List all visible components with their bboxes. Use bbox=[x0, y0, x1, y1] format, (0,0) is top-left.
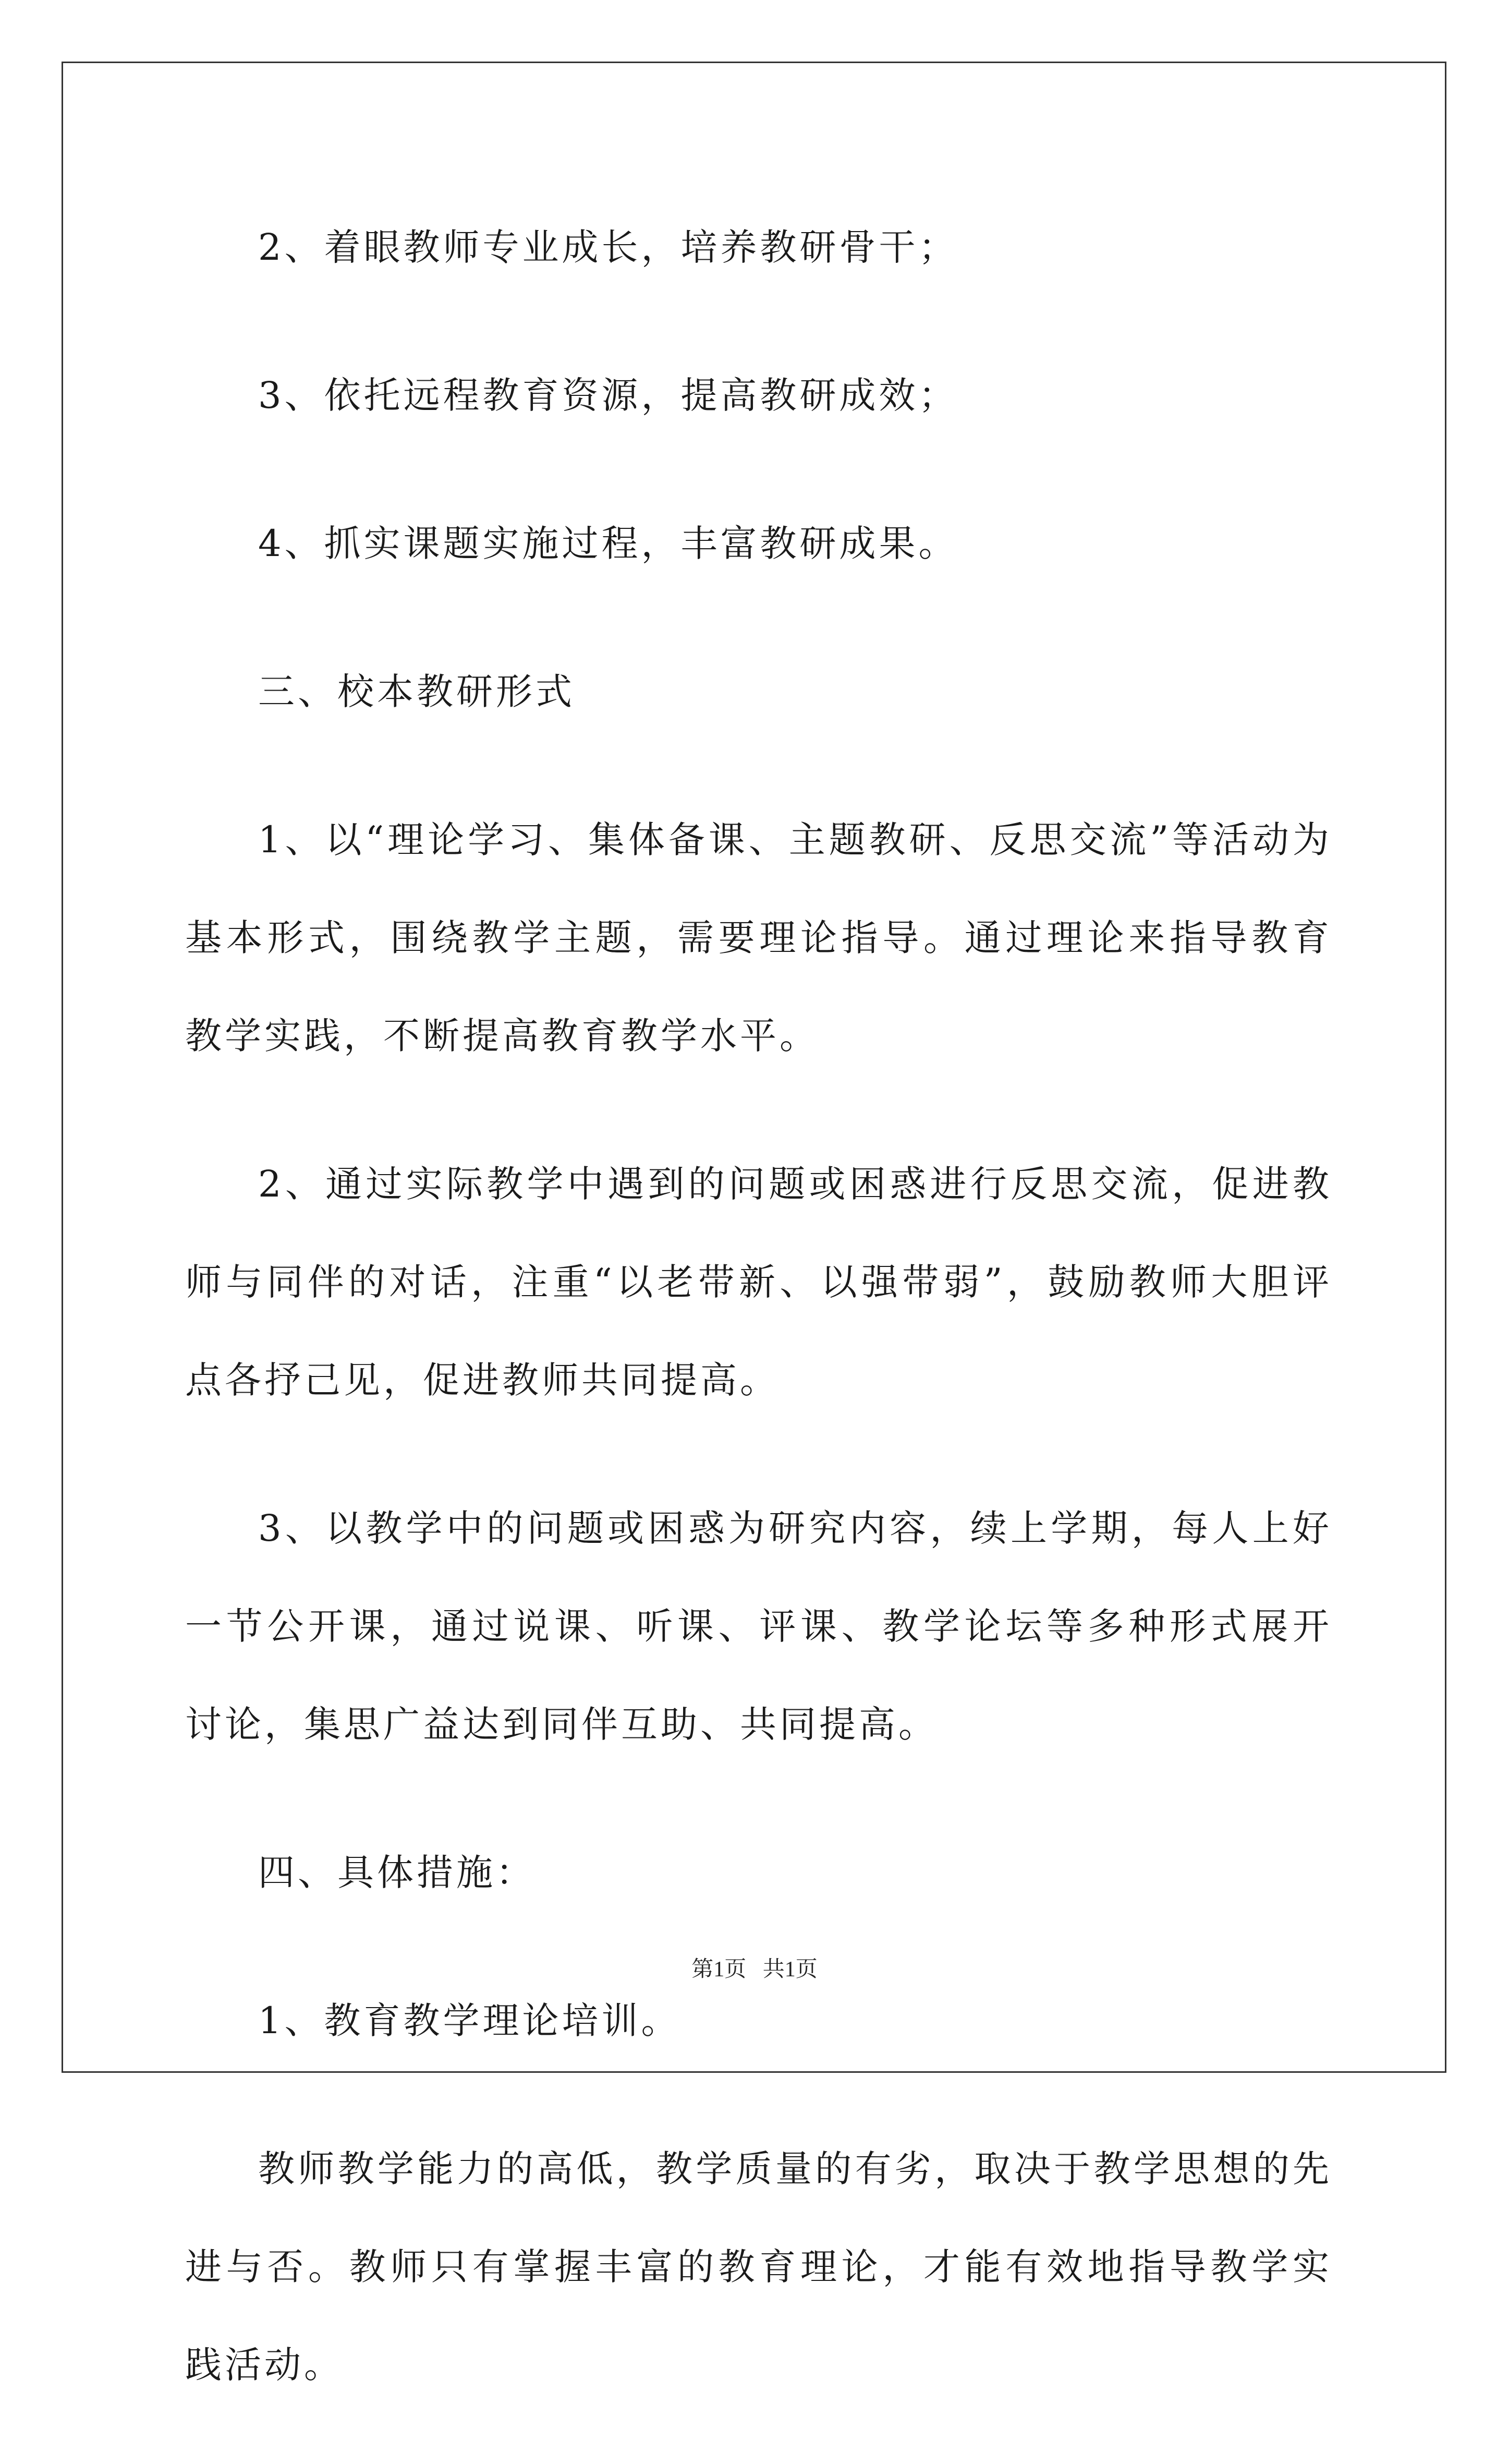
paragraph-form-2: 2、通过实际教学中遇到的问题或困惑进行反思交流，促进教师与同伴的对话，注重“以老带新、以强带弱”，鼓励教师大胆评点各抒己见，促进教师共同提高。 bbox=[185, 1163, 1332, 1402]
section-heading-3: 三、校本教研形式 bbox=[258, 670, 575, 713]
paragraph-form-3: 3、以教学中的问题或困惑为研究内容，续上学期，每人上好一节公开课，通过说课、听课、评课、教学论坛等多种形式展开讨论，集思广益达到同伴互助、共同提高。 bbox=[185, 1507, 1332, 1746]
paragraph-item-4: 4、抓实课题实施过程，丰富教研成果。 bbox=[258, 522, 958, 565]
document-body bbox=[185, 198, 1332, 2464]
paragraph-measure-1: 1、教育教学理论培训。 bbox=[258, 1999, 681, 2042]
page-number: 第1页 bbox=[691, 1958, 747, 1982]
page-total: 共1页 bbox=[762, 1958, 818, 1982]
paragraph-form-1: 1、以“理论学习、集体备课、主题教研、反思交流”等活动为基本形式，围绕教学主题，需要理论指导。通过理论来指导教育教学实践，不断提高教育教学水平。 bbox=[185, 818, 1332, 1057]
page-footer bbox=[0, 1952, 1509, 1983]
paragraph-item-3: 3、依托远程教育资源，提高教研成效； bbox=[258, 374, 958, 417]
paragraph-item-2: 2、着眼教师专业成长，培养教研骨干； bbox=[258, 226, 958, 269]
section-heading-4: 四、具体措施： bbox=[258, 1851, 536, 1894]
paragraph-measure-text: 教师教学能力的高低，教学质量的有劣，取决于教学思想的先进与否。教师只有掌握丰富的教育理论，才能有效地指导教学实践活动。 bbox=[185, 2147, 1332, 2386]
